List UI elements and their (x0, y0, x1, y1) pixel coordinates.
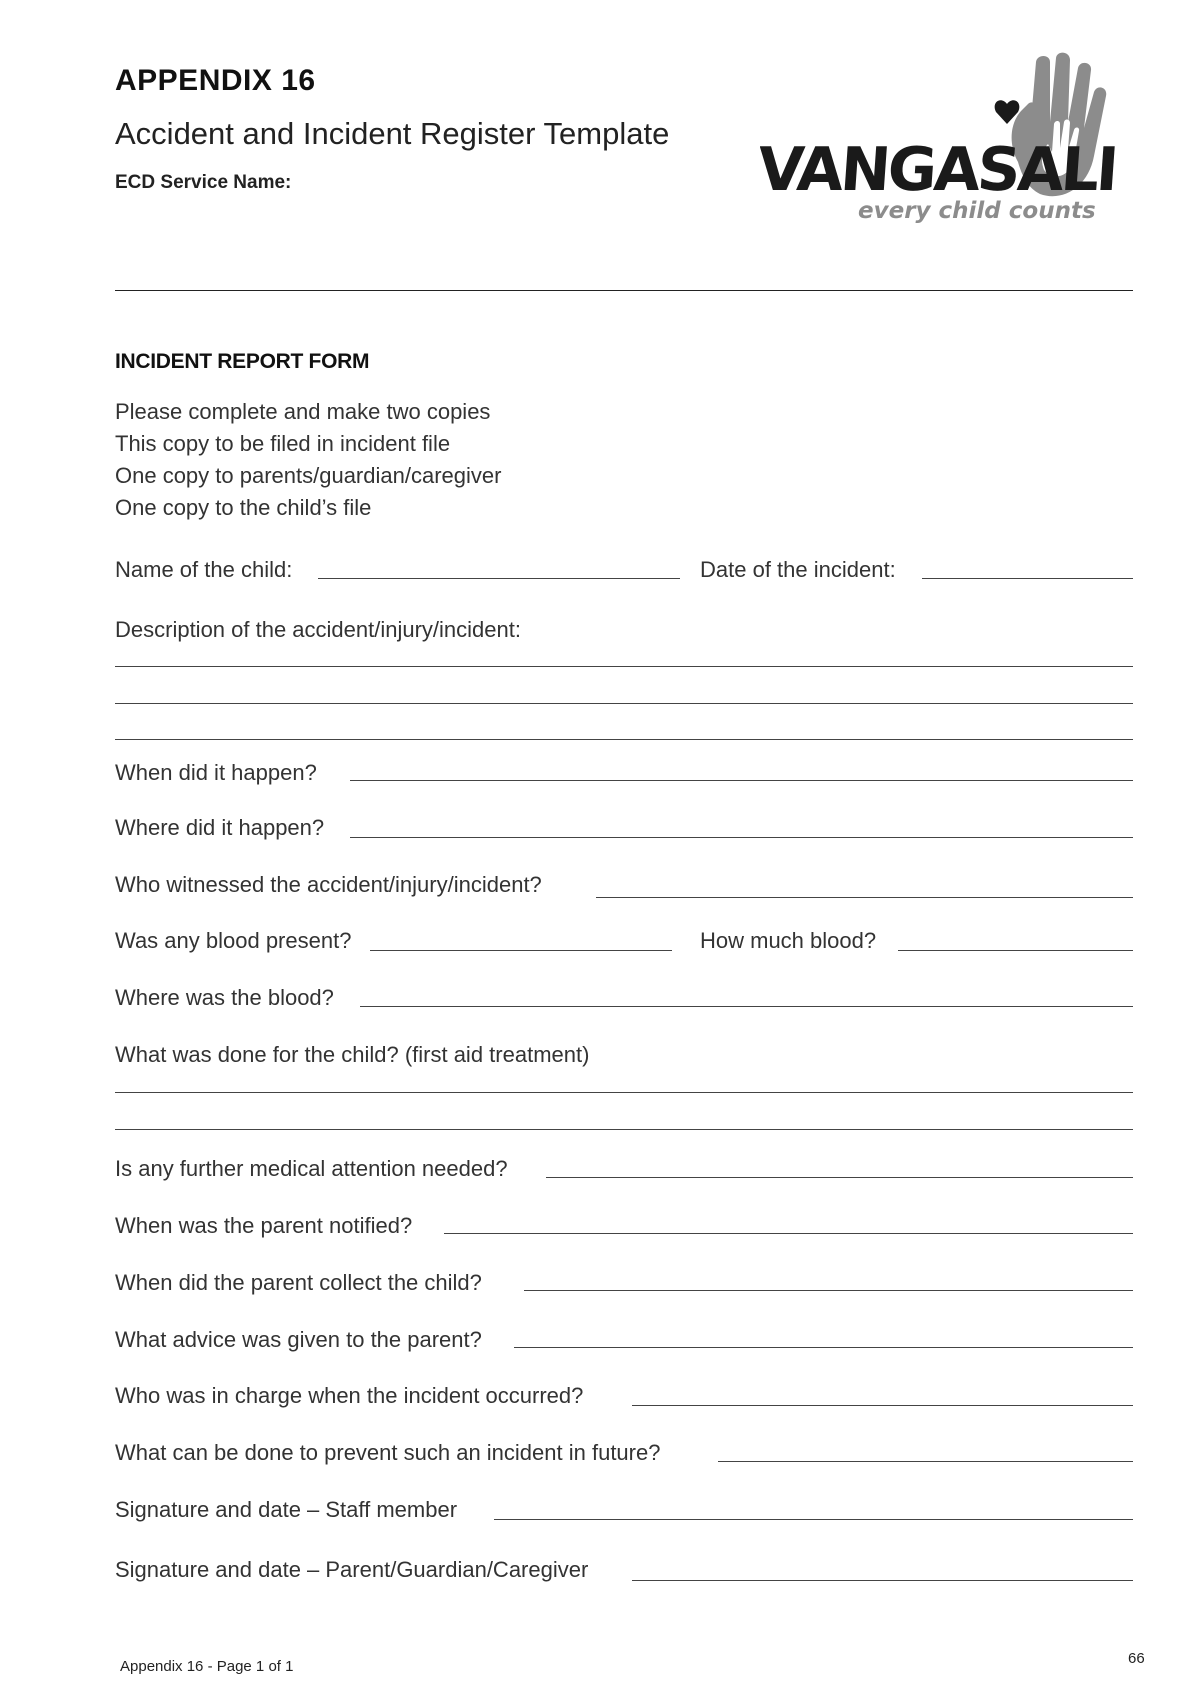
description-field-line[interactable] (115, 739, 1133, 740)
where-field[interactable] (350, 837, 1133, 838)
advice-label: What advice was given to the parent? (115, 1327, 482, 1352)
blood-location-label: Where was the blood? (115, 985, 334, 1010)
header-divider (115, 290, 1133, 291)
blood-present-label: Was any blood present? (115, 928, 352, 953)
appendix-heading: APPENDIX 16 (115, 64, 316, 97)
parent-collect-label: When did the parent collect the child? (115, 1270, 482, 1295)
when-label: When did it happen? (115, 760, 317, 785)
further-medical-field[interactable] (546, 1177, 1133, 1178)
witness-label: Who witnessed the accident/injury/incident? (115, 872, 542, 897)
brand-wordmark: VANGASALI (760, 135, 1119, 205)
incident-date-label: Date of the incident: (700, 557, 896, 582)
ecd-service-name-label: ECD Service Name: (115, 172, 292, 193)
hands-heart-icon (760, 52, 1140, 252)
description-field-line[interactable] (115, 666, 1133, 667)
description-label: Description of the accident/injury/incident: (115, 617, 521, 642)
page-label: Appendix 16 - Page 1 of 1 (120, 1658, 294, 1675)
instruction-line: This copy to be filed in incident file (115, 431, 451, 456)
description-field-line[interactable] (115, 703, 1133, 704)
where-label: Where did it happen? (115, 815, 325, 840)
advice-field[interactable] (514, 1347, 1133, 1348)
prevent-field[interactable] (718, 1461, 1133, 1462)
parent-notified-label: When was the parent notified? (115, 1213, 413, 1238)
vangasali-logo (760, 52, 1140, 252)
child-name-label: Name of the child: (115, 557, 293, 582)
first-aid-field-line[interactable] (115, 1129, 1133, 1130)
first-aid-field-line[interactable] (115, 1092, 1133, 1093)
incident-date-field[interactable] (922, 578, 1133, 579)
prevent-label: What can be done to prevent such an incident in future? (115, 1440, 661, 1465)
blood-present-field[interactable] (370, 950, 672, 951)
instruction-line: One copy to the child’s file (115, 495, 372, 520)
when-field[interactable] (350, 780, 1133, 781)
instruction-line: One copy to parents/guardian/caregiver (115, 463, 502, 488)
document-title: Accident and Incident Register Template (115, 116, 670, 151)
further-medical-label: Is any further medical attention needed? (115, 1156, 508, 1181)
first-aid-label: What was done for the child? (first aid treatment) (115, 1042, 590, 1067)
in-charge-field[interactable] (632, 1405, 1133, 1406)
section-title: INCIDENT REPORT FORM (115, 350, 370, 373)
child-name-field[interactable] (318, 578, 680, 579)
page-number: 66 (1128, 1650, 1145, 1667)
parent-signature-field[interactable] (632, 1580, 1133, 1581)
instruction-line: Please complete and make two copies (115, 399, 491, 424)
staff-signature-field[interactable] (494, 1519, 1133, 1520)
instructions (115, 396, 501, 524)
in-charge-label: Who was in charge when the incident occurred? (115, 1383, 584, 1408)
staff-signature-label: Signature and date – Staff member (115, 1497, 458, 1522)
witness-field[interactable] (596, 897, 1133, 898)
how-much-blood-field[interactable] (898, 950, 1133, 951)
brand-tagline: every child counts (858, 198, 1096, 224)
parent-signature-label: Signature and date – Parent/Guardian/Caregiver (115, 1557, 589, 1582)
blood-location-field[interactable] (360, 1006, 1133, 1007)
parent-notified-field[interactable] (444, 1233, 1133, 1234)
parent-collect-field[interactable] (524, 1290, 1133, 1291)
how-much-blood-label: How much blood? (700, 928, 877, 953)
